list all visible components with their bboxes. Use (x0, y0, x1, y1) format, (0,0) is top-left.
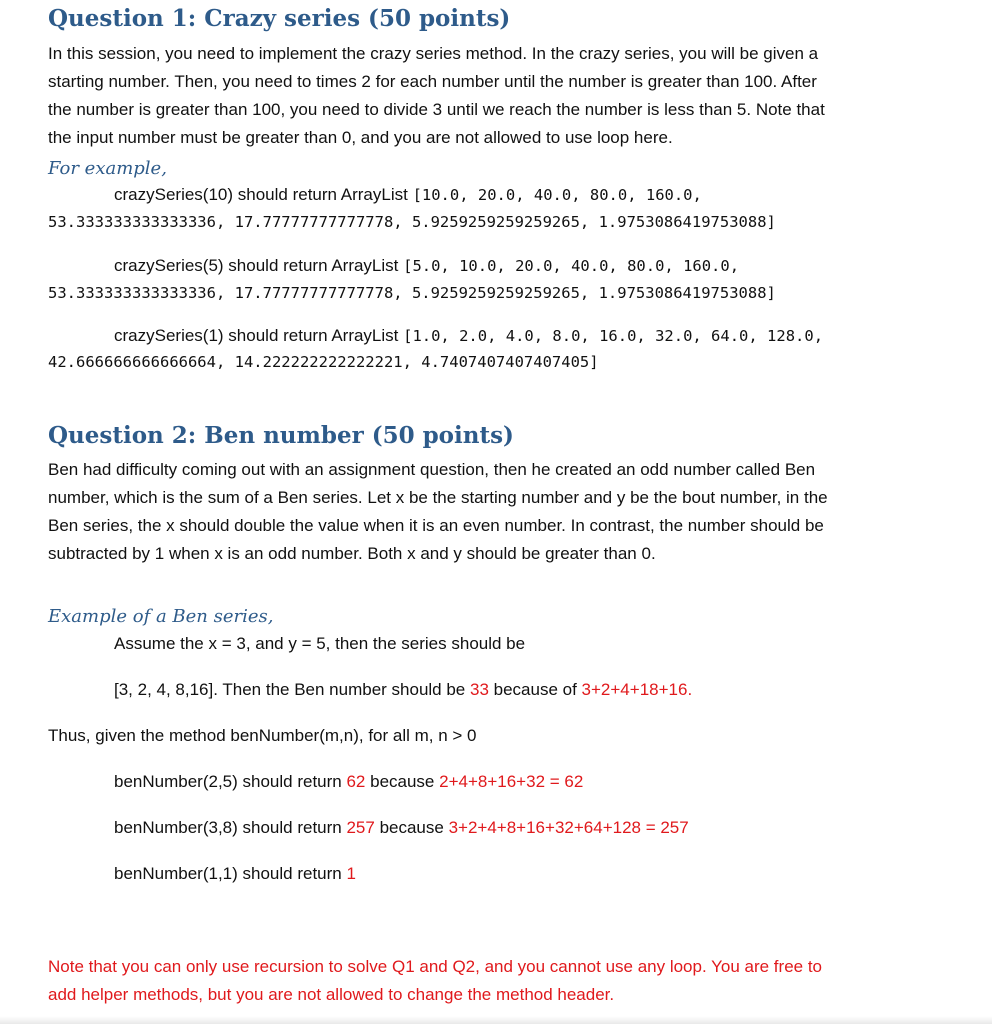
q2-case-3 (114, 864, 356, 884)
q1-paragraph (48, 40, 938, 152)
q1-example-call: crazySeries(10) should return ArrayList (114, 185, 413, 204)
q2-case-1 (114, 772, 583, 792)
q1-example-2-first-line (114, 256, 739, 276)
q1-example-call: crazySeries(1) should return ArrayList (114, 326, 404, 345)
q1-paragraph-line: In this session, you need to implement the crazy series method. In the crazy series, you will be given a (48, 44, 819, 63)
q2-case-2 (114, 818, 689, 838)
q2-series-prefix: [3, 2, 4, 8,16]. Then the Ben number should be (114, 680, 470, 699)
q2-series-middle: because of (488, 680, 582, 699)
q2-case-value: 257 (346, 818, 375, 837)
q2-case-call: benNumber(3,8) should return (114, 818, 347, 837)
q1-example-1-second-line: 53.333333333333336, 17.77777777777778, 5.9259259259259265, 1.9753086419753088] (48, 213, 776, 231)
q2-thus-line: Thus, given the method benNumber(m,n), for all m, n > 0 (48, 726, 477, 745)
q2-paragraph-line: number, which is the sum of a Ben series. Let x be the starting number and y be the bout number, in the (48, 488, 828, 507)
q2-case-value: 62 (346, 772, 366, 791)
q1-example-heading: For example, (48, 158, 167, 179)
q2-series-value: 33 (470, 680, 489, 699)
q1-example-2-second-line: 53.333333333333336, 17.77777777777778, 5.9259259259259265, 1.9753086419753088] (48, 284, 776, 302)
q1-example-1-first-line (114, 185, 702, 205)
q2-case-middle: because (374, 818, 449, 837)
q2-series-calc: 3+2+4+18+16. (581, 680, 693, 699)
q1-example-3-first-line (114, 326, 823, 346)
q1-paragraph-line: starting number. Then, you need to times 2 for each number until the number is greater than 100. After (48, 72, 817, 91)
note-paragraph (48, 953, 948, 1009)
page-bottom-edge (0, 1016, 992, 1024)
q2-assume-line: Assume the x = 3, and y = 5, then the series should be (114, 634, 526, 653)
q2-case-call: benNumber(2,5) should return (114, 772, 347, 791)
q1-example-3-second-line: 42.666666666666664, 14.222222222222221, 4.7407407407407405] (48, 353, 599, 371)
q2-example-heading: Example of a Ben series, (48, 606, 274, 627)
q1-paragraph-line: the number is greater than 100, you need to divide 3 until we reach the number is less than 5. Note that (48, 100, 825, 119)
q1-example-result: [5.0, 10.0, 20.0, 40.0, 80.0, 160.0, (403, 257, 740, 275)
q1-title: Question 1: Crazy series (50 points) (48, 5, 511, 32)
note-line: Note that you can only use recursion to solve Q1 and Q2, and you cannot use any loop. You are free to (48, 957, 823, 976)
q2-paragraph-line: subtracted by 1 when x is an odd number. Both x and y should be greater than 0. (48, 544, 656, 563)
q2-case-calc: 3+2+4+8+16+32+64+128 = 257 (448, 818, 689, 837)
q1-paragraph-line: the input number must be greater than 0, and you are not allowed to use loop here. (48, 128, 673, 147)
q1-example-result: [10.0, 20.0, 40.0, 80.0, 160.0, (412, 186, 702, 204)
q1-example-call: crazySeries(5) should return ArrayList (114, 256, 404, 275)
q2-case-call: benNumber(1,1) should return (114, 864, 347, 883)
q2-title: Question 2: Ben number (50 points) (48, 422, 514, 449)
q2-case-value: 1 (346, 864, 356, 883)
note-line: add helper methods, but you are not allowed to change the method header. (48, 985, 615, 1004)
q2-paragraph-line: Ben had difficulty coming out with an assignment question, then he created an odd number called Ben (48, 460, 816, 479)
q2-paragraph-line: Ben series, the x should double the value when it is an even number. In contrast, the number should be (48, 516, 824, 535)
q2-paragraph (48, 456, 938, 568)
q2-series-line (114, 680, 692, 700)
q2-case-calc: 2+4+8+16+32 = 62 (439, 772, 584, 791)
q2-case-middle: because (365, 772, 440, 791)
q1-example-result: [1.0, 2.0, 4.0, 8.0, 16.0, 32.0, 64.0, 128.0, (403, 327, 824, 345)
